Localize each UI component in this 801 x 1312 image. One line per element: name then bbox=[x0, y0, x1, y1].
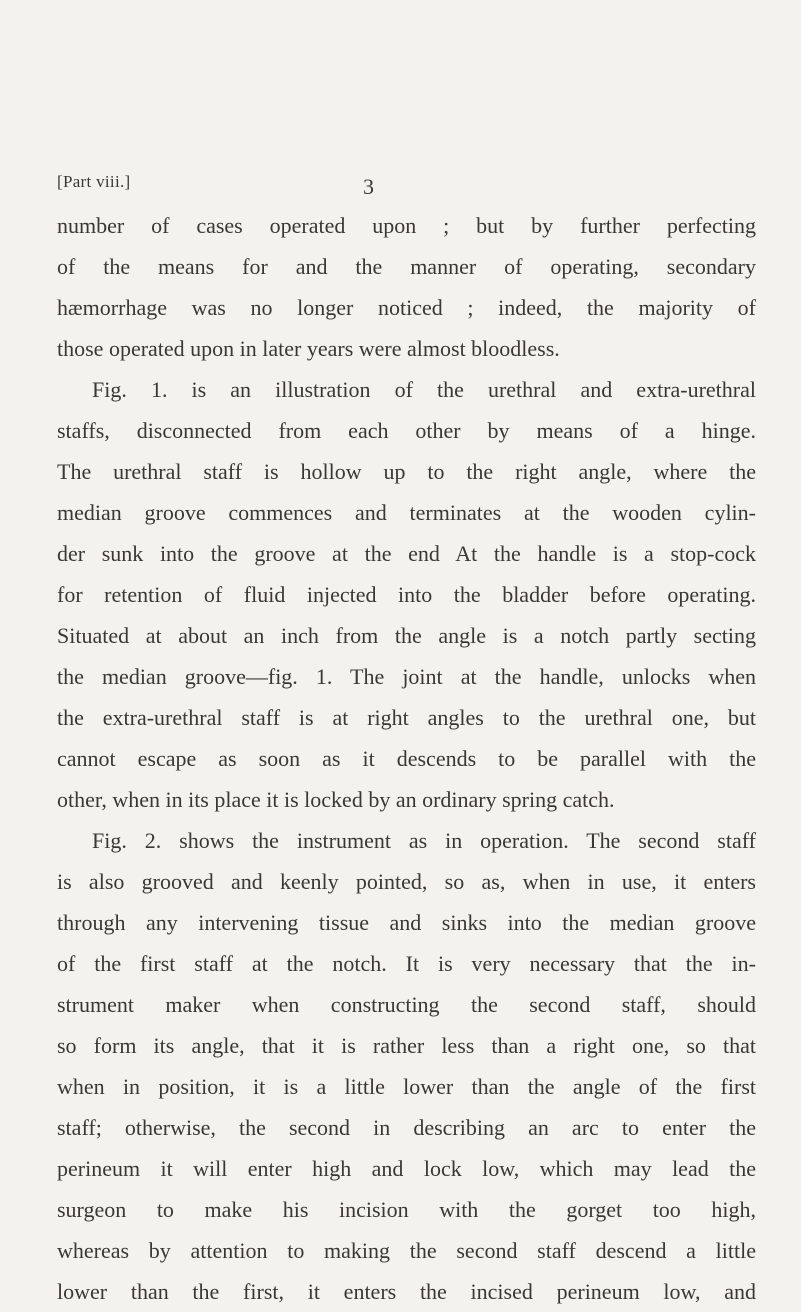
text-line: other, when in its place it is locked by an ordinary spring catch. bbox=[57, 787, 615, 812]
text-line: of the means for and the manner of operating, secondary bbox=[57, 254, 756, 279]
text-line: when in position, it is a little lower than the angle of the first bbox=[57, 1074, 756, 1099]
paragraph bbox=[57, 820, 756, 1312]
text-line: so form its angle, that it is rather less than a right one, so that bbox=[57, 1033, 756, 1058]
text-line: staff; otherwise, the second in describing an arc to enter the bbox=[57, 1115, 756, 1140]
text-line: through any intervening tissue and sinks into the median groove bbox=[57, 910, 756, 935]
body-text bbox=[57, 205, 756, 1312]
text-line: lower than the first, it enters the incised perineum low, and bbox=[57, 1279, 756, 1304]
text-line: of the first staff at the notch. It is very necessary that the in- bbox=[57, 951, 756, 976]
text-line: median groove commences and terminates at the wooden cylin- bbox=[57, 500, 756, 525]
text-line: perineum it will enter high and lock low, which may lead the bbox=[57, 1156, 756, 1181]
text-line: strument maker when constructing the second staff, should bbox=[57, 992, 756, 1017]
paragraph bbox=[57, 205, 756, 369]
text-line: the median groove—fig. 1. The joint at the handle, unlocks when bbox=[57, 664, 756, 689]
page-header bbox=[57, 172, 757, 199]
text-line: hæmorrhage was no longer noticed ; indeed, the majority of bbox=[57, 295, 756, 320]
text-line: for retention of fluid injected into the bladder before operating. bbox=[57, 582, 756, 607]
text-line: Situated at about an inch from the angle is a notch partly secting bbox=[57, 623, 756, 648]
text-line: number of cases operated upon ; but by further perfecting bbox=[57, 213, 756, 238]
text-line: the extra-urethral staff is at right angles to the urethral one, but bbox=[57, 705, 756, 730]
text-line: whereas by attention to making the second staff descend a little bbox=[57, 1238, 756, 1263]
part-label: [Part viii.] bbox=[57, 172, 131, 191]
text-line: those operated upon in later years were almost bloodless. bbox=[57, 336, 560, 361]
text-line: The urethral staff is hollow up to the right angle, where the bbox=[57, 459, 756, 484]
text-line: is also grooved and keenly pointed, so as, when in use, it enters bbox=[57, 869, 756, 894]
text-line: cannot escape as soon as it descends to be parallel with the bbox=[57, 746, 756, 771]
paragraph bbox=[57, 369, 756, 820]
page-number: 3 bbox=[363, 174, 374, 199]
text-line: der sunk into the groove at the end At the handle is a stop-cock bbox=[57, 541, 756, 566]
text-line: Fig. 2. shows the instrument as in operation. The second staff bbox=[92, 828, 756, 853]
text-line: surgeon to make his incision with the gorget too high, bbox=[57, 1197, 756, 1222]
text-line: staffs, disconnected from each other by means of a hinge. bbox=[57, 418, 756, 443]
text-line: Fig. 1. is an illustration of the urethral and extra-urethral bbox=[92, 377, 756, 402]
